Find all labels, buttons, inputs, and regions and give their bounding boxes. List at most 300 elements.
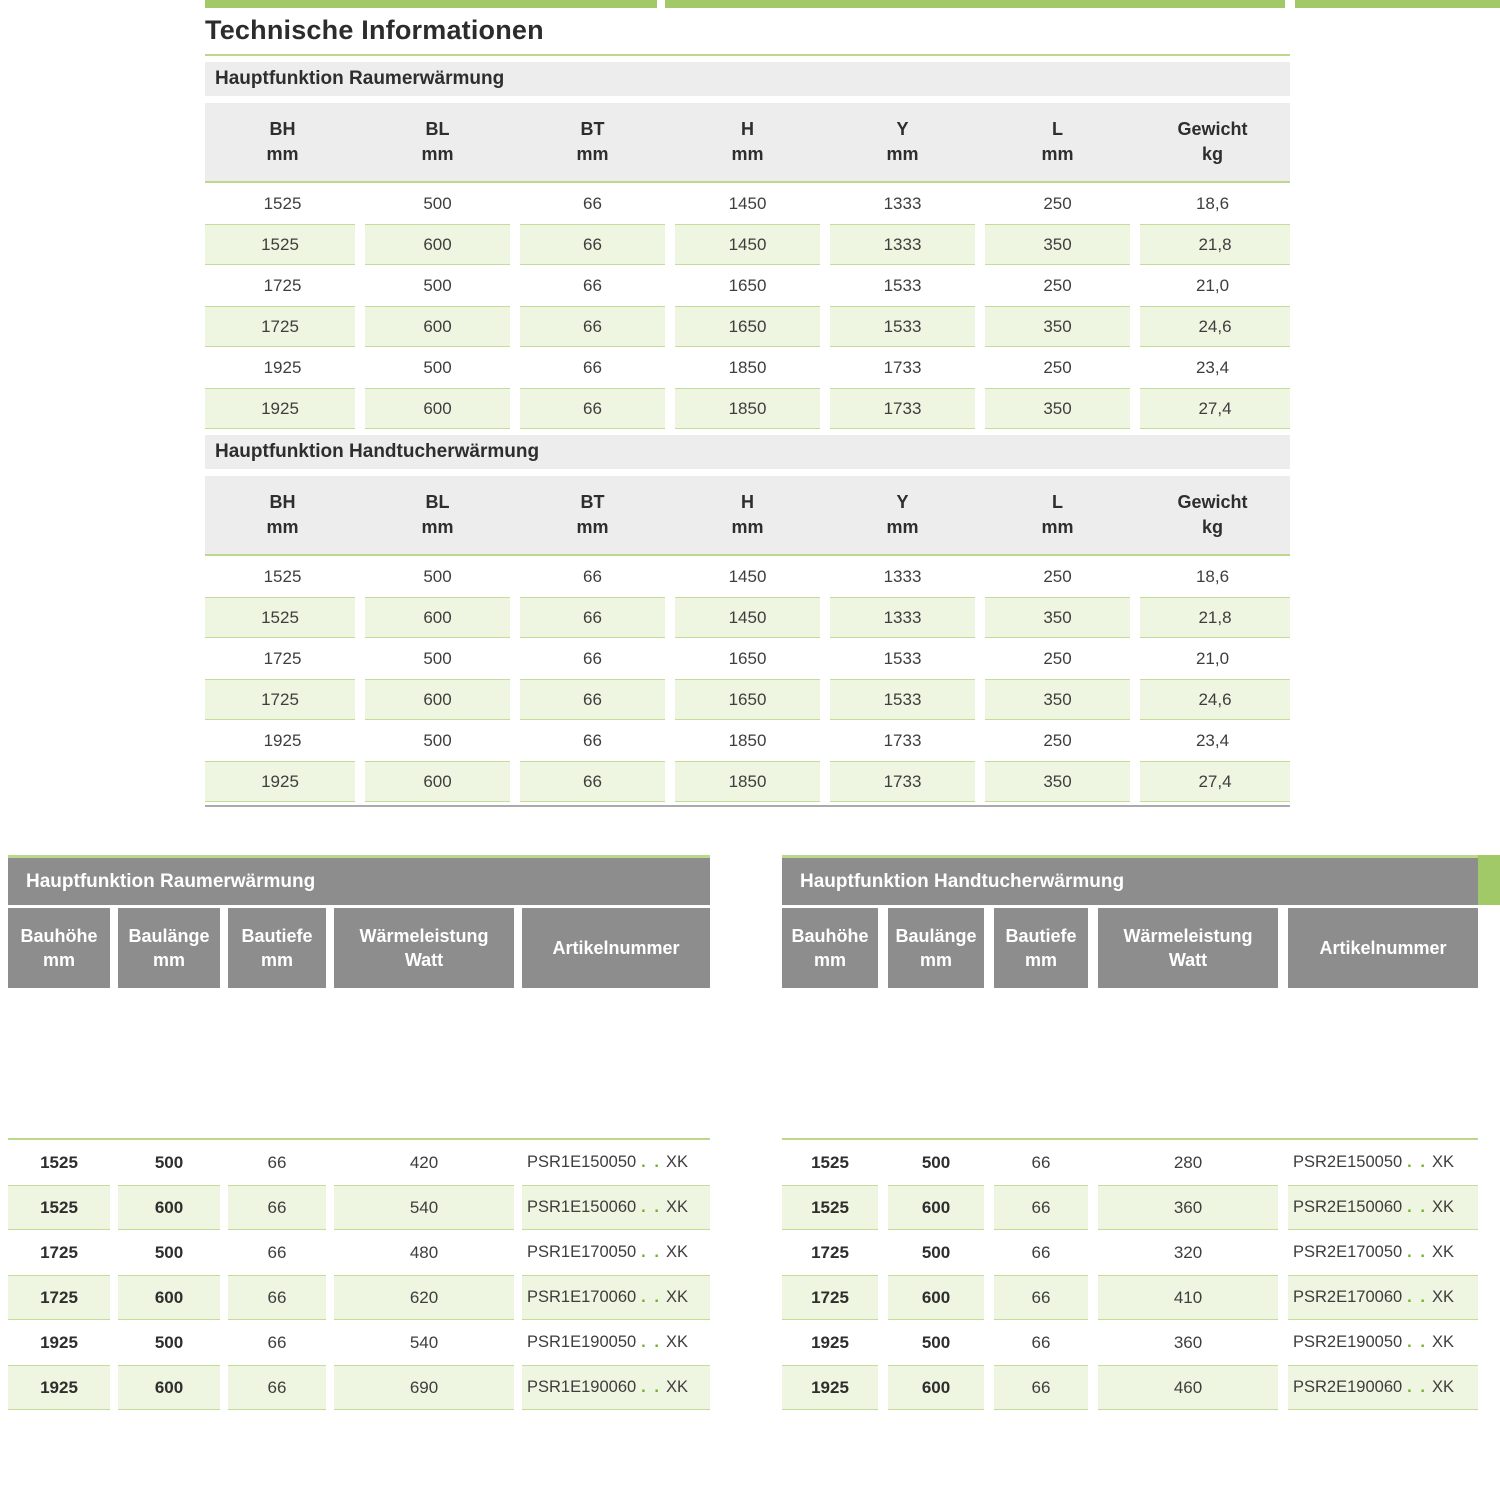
cell-value: 620 <box>334 1275 514 1320</box>
top-green-strip <box>665 0 1285 8</box>
cell-value: 1525 <box>40 1152 78 1172</box>
table-cell <box>205 556 360 597</box>
table-cell <box>888 1140 984 1185</box>
cell-value: 600 <box>365 224 510 265</box>
cell-value: 600 <box>365 597 510 638</box>
cell-value: 1525 <box>205 597 355 638</box>
cell-value: 1650 <box>675 306 820 347</box>
table-cell <box>888 1320 984 1365</box>
article-code: PSR2E190050 <box>1293 1333 1403 1351</box>
article-number <box>1288 1230 1478 1275</box>
column-header <box>360 117 515 167</box>
cell-value: 500 <box>423 275 452 295</box>
table-cell <box>670 388 825 429</box>
spec-table-handtucherwaermung <box>205 435 1290 802</box>
table-cell <box>360 761 515 802</box>
article-code: PSR1E150060 <box>527 1198 637 1216</box>
cell-value: 1450 <box>728 193 767 213</box>
column-header-line: mm <box>813 950 846 970</box>
column-header-line: Y <box>896 119 909 139</box>
cell-value: 1333 <box>830 224 975 265</box>
table-cell <box>1098 1140 1278 1185</box>
column-header-line: Baulänge <box>895 926 977 946</box>
column-header-line: Wärmeleistung <box>359 926 489 946</box>
article-suffix: XK <box>1431 1243 1454 1261</box>
table-cell <box>205 720 360 761</box>
cell-value: 66 <box>520 679 665 720</box>
table-row <box>205 720 1290 761</box>
table-body <box>205 556 1290 802</box>
cell-value: 66 <box>520 761 665 802</box>
article-code: PSR1E170050 <box>527 1243 637 1261</box>
cell-value: 66 <box>583 566 602 586</box>
cell-value: 1850 <box>675 761 820 802</box>
column-header <box>825 490 980 540</box>
cell-value: 66 <box>228 1275 326 1320</box>
section-bottom-rule <box>205 805 1290 807</box>
column-header-line: Bauhöhe <box>20 926 98 946</box>
table-cell <box>825 347 980 388</box>
cell-value: 1925 <box>205 388 355 429</box>
cell-value: 66 <box>267 1152 287 1172</box>
table-cell <box>228 1365 326 1410</box>
table-row <box>205 265 1290 306</box>
table-cell <box>205 597 360 638</box>
article-cell <box>1288 1140 1478 1185</box>
cell-value: 1725 <box>8 1275 110 1320</box>
table-cell <box>980 224 1135 265</box>
table-cell <box>980 761 1135 802</box>
column-header <box>1288 908 1478 988</box>
cell-value: 250 <box>1043 566 1072 586</box>
cell-value: 66 <box>1031 1152 1051 1172</box>
table-cell <box>670 720 825 761</box>
article-dots: . . <box>1407 1243 1427 1261</box>
article-number <box>522 1185 710 1230</box>
column-header-line: mm <box>1024 950 1057 970</box>
table-cell <box>515 388 670 429</box>
cell-value: 320 <box>1173 1242 1203 1262</box>
cell-value: 66 <box>583 648 602 668</box>
cell-value: 250 <box>1043 730 1072 750</box>
table-cell <box>825 224 980 265</box>
table-cell <box>360 720 515 761</box>
cell-value: 500 <box>423 193 452 213</box>
cell-value: 250 <box>1043 648 1072 668</box>
article-dots: . . <box>641 1333 661 1351</box>
column-header <box>515 490 670 540</box>
table-cell <box>118 1320 220 1365</box>
column-header <box>888 908 984 988</box>
column-header-line: BL <box>425 492 450 512</box>
cell-value: 1650 <box>728 648 767 668</box>
column-header-line: Bautiefe <box>241 926 313 946</box>
table-cell <box>782 1365 878 1410</box>
table-row <box>782 1320 1478 1365</box>
cell-value: 66 <box>228 1185 326 1230</box>
table-cell <box>1135 306 1290 347</box>
column-header-line: Wärmeleistung <box>1123 926 1253 946</box>
table-cell <box>205 761 360 802</box>
cell-value: 600 <box>118 1275 220 1320</box>
section-band-label: Hauptfunktion Raumerwärmung <box>215 68 505 89</box>
article-code: PSR2E190060 <box>1293 1378 1403 1396</box>
table-cell <box>360 556 515 597</box>
article-code: PSR2E170050 <box>1293 1243 1403 1261</box>
table-cell <box>1135 761 1290 802</box>
article-dots: . . <box>641 1243 661 1261</box>
cell-value: 1925 <box>263 730 302 750</box>
cell-value: 600 <box>118 1185 220 1230</box>
cell-value: 1725 <box>205 306 355 347</box>
cell-value: 600 <box>888 1275 984 1320</box>
column-header <box>980 117 1135 167</box>
cell-value: 350 <box>985 388 1130 429</box>
column-header-line: mm <box>576 517 609 537</box>
column-header <box>8 908 110 988</box>
technical-info-section <box>205 14 1290 807</box>
table-cell <box>1135 556 1290 597</box>
column-header <box>670 117 825 167</box>
article-suffix: XK <box>665 1378 688 1396</box>
table-row <box>8 1140 710 1185</box>
cell-value: 18,6 <box>1195 193 1230 213</box>
table-cell <box>228 1140 326 1185</box>
table-cell <box>670 638 825 679</box>
article-number <box>1288 1275 1478 1320</box>
article-cell <box>1288 1185 1478 1230</box>
cell-value: 21,8 <box>1140 224 1290 265</box>
table-cell <box>8 1275 110 1320</box>
cell-value: 1333 <box>883 566 922 586</box>
table-cell <box>205 638 360 679</box>
table-row <box>205 597 1290 638</box>
cell-value: 600 <box>365 388 510 429</box>
article-suffix: XK <box>1431 1378 1454 1396</box>
cell-value: 1450 <box>675 224 820 265</box>
table-cell <box>515 597 670 638</box>
cell-value: 500 <box>423 730 452 750</box>
table-cell <box>1098 1275 1278 1320</box>
cell-value: 1525 <box>205 224 355 265</box>
table-cell <box>1098 1365 1278 1410</box>
column-header-line: mm <box>576 144 609 164</box>
column-headers <box>8 908 710 988</box>
cell-value: 410 <box>1098 1275 1278 1320</box>
cell-value: 250 <box>1043 275 1072 295</box>
cell-value: 1533 <box>883 275 922 295</box>
table-cell <box>825 638 980 679</box>
table-header-row <box>205 476 1290 556</box>
table-cell <box>360 306 515 347</box>
column-header <box>515 117 670 167</box>
column-header-line: mm <box>421 144 454 164</box>
table-row <box>205 388 1290 429</box>
cell-value: 66 <box>520 597 665 638</box>
cell-value: 1533 <box>883 648 922 668</box>
cell-value: 1525 <box>8 1185 110 1230</box>
cell-value: 66 <box>583 275 602 295</box>
table-cell <box>994 1275 1088 1320</box>
cell-value: 1650 <box>728 275 767 295</box>
cell-value: 500 <box>154 1332 184 1352</box>
table-cell <box>1135 183 1290 224</box>
table-cell <box>334 1365 514 1410</box>
article-cell <box>1288 1365 1478 1410</box>
cell-value: 66 <box>1031 1332 1051 1352</box>
table-cell <box>118 1275 220 1320</box>
cell-value: 1733 <box>830 388 975 429</box>
empty-area <box>8 988 710 1138</box>
table-cell <box>118 1230 220 1275</box>
table-cell <box>228 1230 326 1275</box>
table-row <box>205 183 1290 224</box>
cell-value: 350 <box>985 761 1130 802</box>
table-cell <box>888 1185 984 1230</box>
cell-value: 1925 <box>8 1365 110 1410</box>
table-cell <box>782 1320 878 1365</box>
table-cell <box>1135 347 1290 388</box>
cell-value: 27,4 <box>1140 388 1290 429</box>
table-cell <box>670 556 825 597</box>
article-number <box>522 1320 710 1365</box>
table-cell <box>515 679 670 720</box>
table-cell <box>825 265 980 306</box>
table-cell <box>1135 265 1290 306</box>
table-cell <box>1135 597 1290 638</box>
column-header-line: mm <box>260 950 293 970</box>
cell-value: 27,4 <box>1140 761 1290 802</box>
column-header-line: mm <box>266 517 299 537</box>
column-header-line: H <box>741 119 754 139</box>
article-number <box>522 1275 710 1320</box>
cell-value: 23,4 <box>1195 357 1230 377</box>
cell-value: 350 <box>985 224 1130 265</box>
column-header-line: Gewicht <box>1177 492 1248 512</box>
table-cell <box>334 1230 514 1275</box>
cell-value: 350 <box>985 306 1130 347</box>
cell-value: 250 <box>1043 357 1072 377</box>
article-suffix: XK <box>1431 1333 1454 1351</box>
title-rule <box>205 54 1290 56</box>
table-cell <box>670 265 825 306</box>
table-cell <box>334 1140 514 1185</box>
table-cell <box>825 679 980 720</box>
column-header <box>228 908 326 988</box>
table-cell <box>670 224 825 265</box>
column-header <box>1135 117 1290 167</box>
article-dots: . . <box>1407 1378 1427 1396</box>
table-title-bar <box>8 858 710 905</box>
cell-value: 1525 <box>263 193 302 213</box>
article-dots: . . <box>1407 1198 1427 1216</box>
table-cell <box>782 1275 878 1320</box>
cell-value: 540 <box>334 1185 514 1230</box>
cell-value: 1333 <box>883 193 922 213</box>
table-cell <box>228 1320 326 1365</box>
article-dots: . . <box>641 1288 661 1306</box>
table-row <box>782 1275 1478 1320</box>
column-header-line: BT <box>580 119 605 139</box>
table-cell <box>1135 679 1290 720</box>
cell-value: 600 <box>888 1185 984 1230</box>
cell-value: 66 <box>583 357 602 377</box>
top-green-strip <box>1295 0 1500 8</box>
table-row <box>205 306 1290 347</box>
table-cell <box>205 224 360 265</box>
cell-value: 1650 <box>675 679 820 720</box>
column-header <box>980 490 1135 540</box>
cell-value: 21,8 <box>1140 597 1290 638</box>
cell-value: 1333 <box>830 597 975 638</box>
cell-value: 1733 <box>883 730 922 750</box>
column-header <box>1135 490 1290 540</box>
table-cell <box>118 1185 220 1230</box>
table-cell <box>994 1365 1088 1410</box>
table-cell <box>360 679 515 720</box>
table-cell <box>782 1230 878 1275</box>
cell-value: 66 <box>994 1365 1088 1410</box>
column-header <box>1098 908 1278 988</box>
column-header <box>118 908 220 988</box>
column-headers <box>782 908 1478 988</box>
column-header-line: Artikelnummer <box>1319 938 1447 958</box>
cell-value: 690 <box>334 1365 514 1410</box>
cell-value: 1925 <box>205 761 355 802</box>
cell-value: 500 <box>154 1242 184 1262</box>
table-cell <box>515 347 670 388</box>
table-cell <box>360 265 515 306</box>
table-row <box>8 1320 710 1365</box>
table-cell <box>980 347 1135 388</box>
table-cell <box>670 347 825 388</box>
column-header-line: mm <box>886 144 919 164</box>
article-code: PSR1E190050 <box>527 1333 637 1351</box>
table-cell <box>980 679 1135 720</box>
article-number <box>1288 1140 1478 1185</box>
table-cell <box>670 761 825 802</box>
top-green-strip <box>205 0 657 8</box>
table-cell <box>888 1365 984 1410</box>
column-header <box>205 117 360 167</box>
cell-value: 66 <box>994 1275 1088 1320</box>
article-number <box>1288 1320 1478 1365</box>
cell-value: 1525 <box>782 1185 878 1230</box>
column-header-line: L <box>1052 492 1063 512</box>
cell-value: 66 <box>520 306 665 347</box>
cell-value: 500 <box>154 1152 184 1172</box>
column-header <box>334 908 514 988</box>
table-cell <box>1135 720 1290 761</box>
column-header <box>522 908 710 988</box>
column-header-line: L <box>1052 119 1063 139</box>
table-cell <box>888 1275 984 1320</box>
table-cell <box>825 720 980 761</box>
spec-table-raumerwaermung <box>205 62 1290 429</box>
cell-value: 66 <box>583 193 602 213</box>
cell-value: 1725 <box>811 1242 849 1262</box>
table-row <box>782 1230 1478 1275</box>
table-row <box>205 224 1290 265</box>
cell-value: 66 <box>1031 1242 1051 1262</box>
table-cell <box>825 306 980 347</box>
column-header-line: Watt <box>1168 950 1208 970</box>
column-header-line: mm <box>266 144 299 164</box>
table-cell <box>360 597 515 638</box>
cell-value: 1925 <box>40 1332 78 1352</box>
table-cell <box>8 1365 110 1410</box>
table-cell <box>334 1275 514 1320</box>
table-cell <box>515 306 670 347</box>
cell-value: 1525 <box>263 566 302 586</box>
article-suffix: XK <box>1431 1153 1454 1171</box>
cell-value: 1925 <box>263 357 302 377</box>
article-dots: . . <box>641 1198 661 1216</box>
cell-value: 24,6 <box>1140 306 1290 347</box>
table-header-row <box>205 103 1290 183</box>
cell-value: 1533 <box>830 679 975 720</box>
table-cell <box>8 1185 110 1230</box>
table-cell <box>205 347 360 388</box>
table-title: Hauptfunktion Raumerwärmung <box>26 870 316 892</box>
column-header-line: mm <box>152 950 185 970</box>
table-cell <box>360 638 515 679</box>
article-dots: . . <box>1407 1153 1427 1171</box>
table-cell <box>994 1140 1088 1185</box>
article-code: PSR2E170060 <box>1293 1288 1403 1306</box>
section-band <box>205 435 1290 469</box>
table-cell <box>980 306 1135 347</box>
cell-value: 66 <box>994 1185 1088 1230</box>
article-number <box>1288 1185 1478 1230</box>
table-cell <box>1135 638 1290 679</box>
section-band <box>205 62 1290 96</box>
cell-value: 500 <box>921 1332 951 1352</box>
table-cell <box>205 306 360 347</box>
column-header-line: BH <box>269 119 296 139</box>
column-header-line: Bauhöhe <box>791 926 869 946</box>
column-header-line: Watt <box>404 950 444 970</box>
table-row <box>8 1275 710 1320</box>
column-header-line: kg <box>1201 144 1223 164</box>
cell-value: 66 <box>520 224 665 265</box>
table-body <box>205 183 1290 429</box>
table-cell <box>205 679 360 720</box>
cell-value: 1850 <box>675 388 820 429</box>
table-cell <box>8 1140 110 1185</box>
table-cell <box>515 556 670 597</box>
cell-value: 600 <box>888 1365 984 1410</box>
table-row <box>205 556 1290 597</box>
column-header-line: H <box>741 492 754 512</box>
article-dots: . . <box>641 1378 661 1396</box>
cell-value: 1725 <box>205 679 355 720</box>
table-row <box>205 761 1290 802</box>
cell-value: 66 <box>583 730 602 750</box>
table-cell <box>670 183 825 224</box>
cell-value: 460 <box>1098 1365 1278 1410</box>
column-header-line: mm <box>42 950 75 970</box>
column-header <box>360 490 515 540</box>
product-table-handtucherwaermung <box>782 855 1478 1410</box>
table-row <box>8 1185 710 1230</box>
column-header-line: Gewicht <box>1177 119 1248 139</box>
column-header <box>205 490 360 540</box>
table-row <box>205 638 1290 679</box>
article-cell <box>522 1320 710 1365</box>
cell-value: 1733 <box>883 357 922 377</box>
cell-value: 500 <box>423 357 452 377</box>
